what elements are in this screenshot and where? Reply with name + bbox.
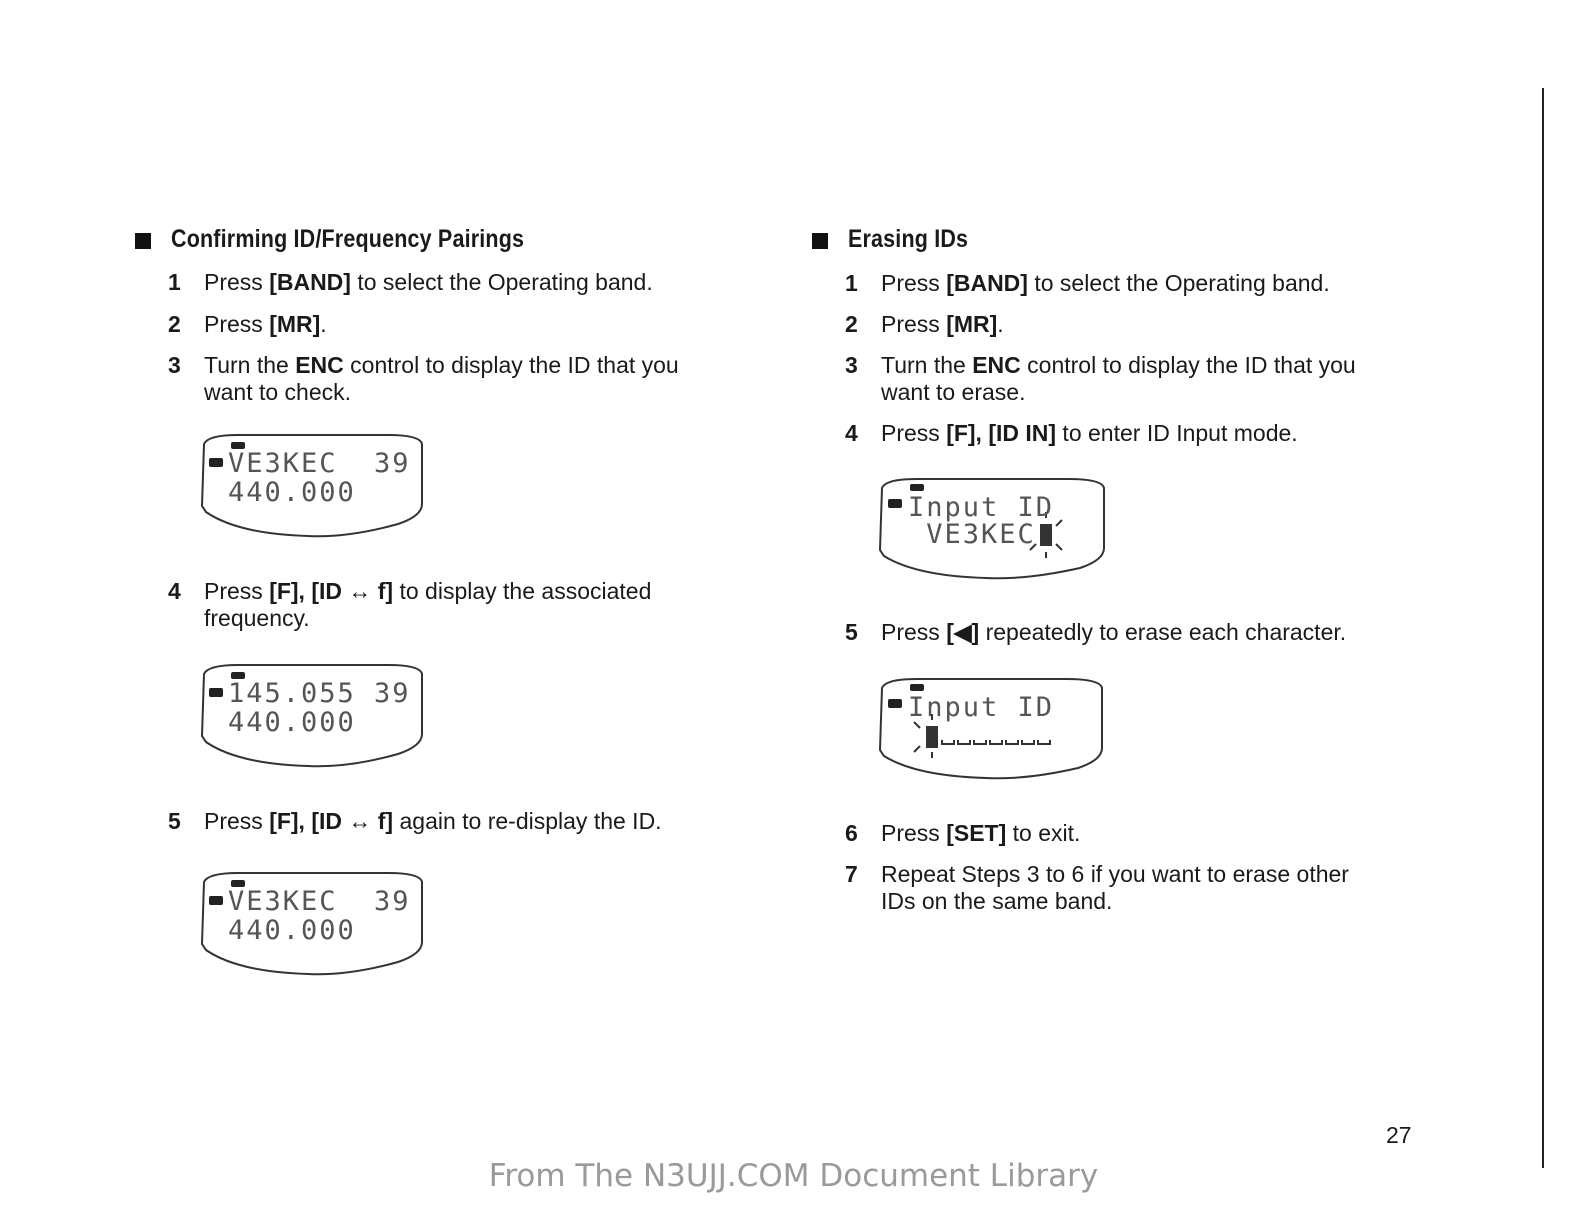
step-number: 3 [168, 352, 181, 378]
lcd-display-id [198, 432, 428, 540]
lcd-display-input-empty [876, 676, 1106, 782]
step-number: 2 [168, 311, 181, 337]
key-left-arrow: [◀] [946, 619, 980, 645]
key-mr: [MR] [269, 311, 321, 337]
key-f-id-f: [F], [ID ↔ f] [269, 808, 394, 834]
lcd-line-2: VE3KEC [908, 519, 1036, 550]
step-number: 6 [845, 820, 858, 846]
step-number: 1 [168, 269, 181, 295]
lcd-display-frequency [198, 662, 428, 770]
step-number: 7 [845, 861, 858, 887]
key-band: [BAND] [946, 270, 1028, 296]
step-number: 1 [845, 270, 858, 296]
indicator-icon [910, 484, 924, 491]
lcd-line-2: 440.000 [228, 477, 356, 508]
control-enc: ENC [972, 352, 1021, 378]
step-number: 4 [845, 420, 858, 446]
section-heading-confirming: Confirming ID/Frequency Pairings [171, 225, 525, 253]
step-number: 2 [845, 311, 858, 337]
lcd-display-input-id [876, 476, 1108, 582]
key-f-id-in: [F], [ID IN] [946, 420, 1057, 446]
lcd-line-1: Input ID [908, 692, 1055, 723]
lcd-display-id-again [198, 870, 428, 978]
step-number: 5 [168, 808, 181, 834]
key-set: [SET] [946, 820, 1007, 846]
footer-watermark: From The N3UJJ.COM Document Library [488, 1158, 1099, 1194]
lcd-line-1: Input ID [908, 492, 1055, 523]
memory-icon [209, 458, 223, 467]
step-number: 3 [845, 352, 858, 378]
page-edge-rule [1542, 88, 1544, 1168]
lcd-line-1: VE3KEC 39 [228, 886, 411, 917]
indicator-icon [910, 684, 924, 691]
heading-bullet [135, 233, 151, 249]
section-heading-erasing: Erasing IDs [848, 225, 969, 253]
step-number: 5 [845, 619, 858, 645]
lcd-line-2: 440.000 [228, 915, 356, 946]
heading-bullet [812, 233, 828, 249]
lcd-line-2: 440.000 [228, 707, 356, 738]
lcd-line-1: VE3KEC 39 [228, 448, 411, 479]
key-f-id-f: [F], [ID ↔ f] [269, 578, 394, 604]
lcd-line-1: 145.055 39 [228, 678, 411, 709]
memory-icon [888, 699, 902, 708]
page-number: 27 [1386, 1122, 1412, 1148]
key-mr: [MR] [946, 311, 998, 337]
step-number: 4 [168, 578, 181, 604]
control-enc: ENC [295, 352, 344, 378]
memory-icon [888, 499, 902, 508]
key-band: [BAND] [269, 269, 351, 295]
memory-icon [209, 688, 223, 697]
memory-icon [209, 896, 223, 905]
